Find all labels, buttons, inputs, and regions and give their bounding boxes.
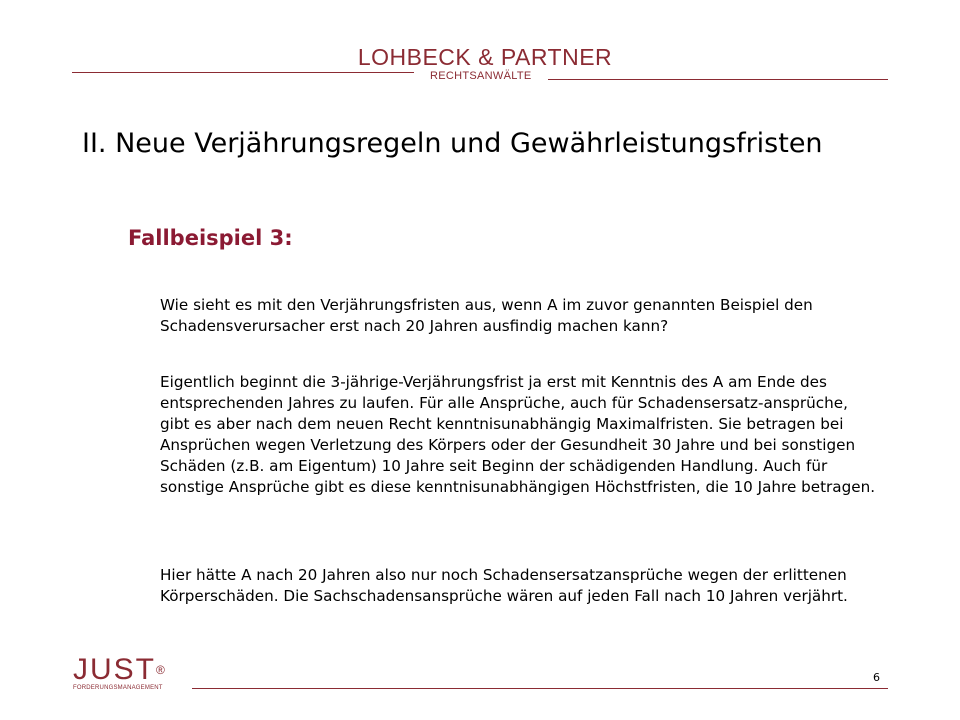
page-number: 6 [873, 671, 880, 684]
header-rule-right [548, 79, 888, 80]
just-logo [73, 653, 165, 691]
paragraph-explanation: Eigentlich beginnt die 3-jährige-Verjährungsfrist ja erst mit Kenntnis des A am Ende des entsprechenden Jahres zu laufen. Für alle Ansprüche, auch für Schadensersatz-ansprüche, gibt es aber nach dem neuen Recht kenntnisunabhängig Maximalfristen. Sie betragen bei Ansprüchen wegen Verletzung des Körpers oder der Gesundheit 30 Jahre und bei sonstigen Schäden (z.B. am Eigentum) 10 Jahre seit Beginn der schädigenden Handlung. Auch für sonstige Ansprüche gibt es diese kenntnisunabhängigen Höchstfristen, die 10 Jahre betragen. [160, 373, 876, 496]
brand-name: LOHBECK & PARTNER [357, 44, 613, 70]
header-rule-left [72, 72, 414, 73]
registered-mark: ® [156, 663, 165, 677]
slide-title: II. Neue Verjährungsregeln und Gewährleistungsfristen [82, 128, 823, 159]
paragraph-question: Wie sieht es mit den Verjährungsfristen aus, wenn A im zuvor genannten Beispiel den Schadensverursacher erst nach 20 Jahren ausfindig machen kann? [160, 296, 813, 335]
footer-rule [192, 688, 888, 689]
logo-text: JUST [73, 653, 156, 686]
brand-subtitle: RECHTSANWÄLTE [430, 70, 532, 82]
slide-subtitle: Fallbeispiel 3: [128, 226, 293, 250]
logo-tagline: FORDERUNGSMANAGEMENT [73, 685, 163, 691]
paragraph-conclusion: Hier hätte A nach 20 Jahren also nur noch Schadensersatzansprüche wegen der erlittenen Körperschäden. Die Sachschadensansprüche wären auf jeden Fall nach 10 Jahren verjährt. [160, 566, 848, 605]
